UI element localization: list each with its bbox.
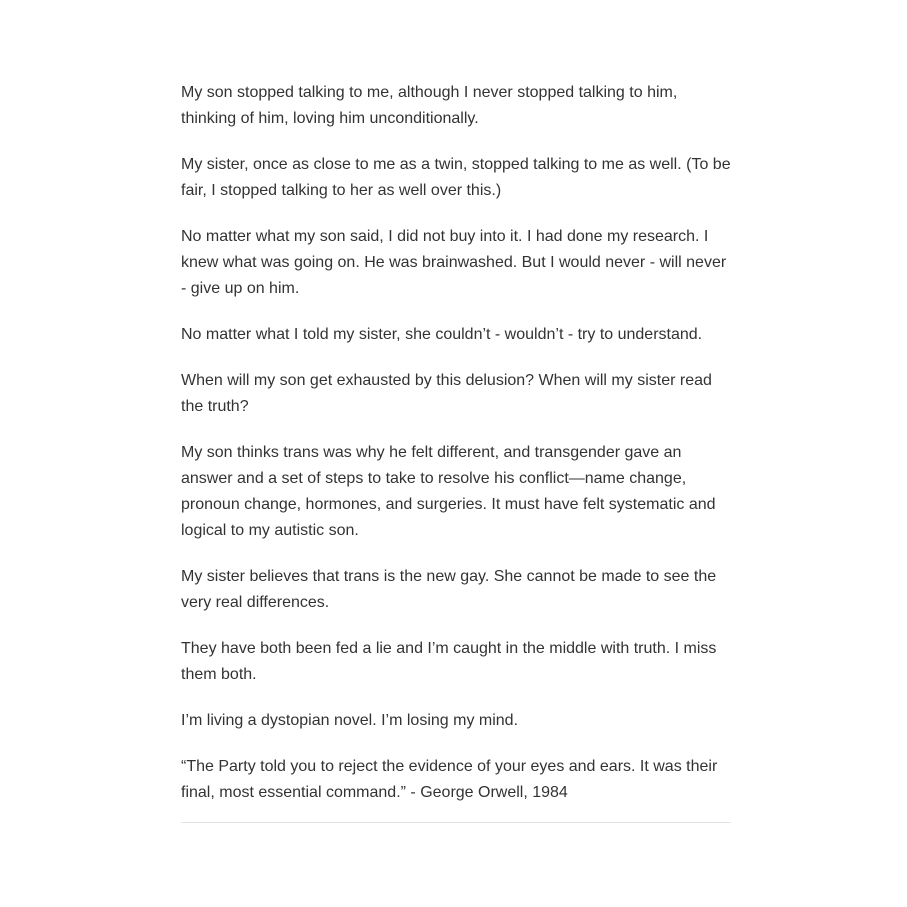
paragraph: When will my son get exhausted by this delusion? When will my sister read the truth? [181,372,712,415]
section-divider [181,822,731,823]
paragraph: My sister believes that trans is the new gay. She cannot be made to see the very real differences. [181,568,717,611]
paragraph: They have both been fed a lie and I’m caught in the middle with truth. I miss them both. [181,640,717,683]
paragraph: My son stopped talking to me, although I never stopped talking to him, thinking of him, loving him unconditionally. [181,84,678,127]
article-body [181,80,733,826]
paragraph: I’m living a dystopian novel. I’m losing my mind. [181,712,519,729]
quote-paragraph: “The Party told you to reject the evidence of your eyes and ears. It was their final, most essential command.” - George Orwell, 1984 [181,758,718,801]
paragraph: No matter what my son said, I did not buy into it. I had done my research. I knew what was going on. He was brainwashed. But I would never - will never - give up on him. [181,228,727,297]
paragraph: My sister, once as close to me as a twin, stopped talking to me as well. (To be fair, I stopped talking to her as well over this.) [181,156,731,199]
paragraph: My son thinks trans was why he felt different, and transgender gave an answer and a set of steps to take to resolve his conflict—name change, pronoun change, hormones, and surgeries. It must have felt systematic and logical to my autistic son. [181,444,716,539]
paragraph: No matter what I told my sister, she couldn’t - wouldn’t - try to understand. [181,326,703,343]
